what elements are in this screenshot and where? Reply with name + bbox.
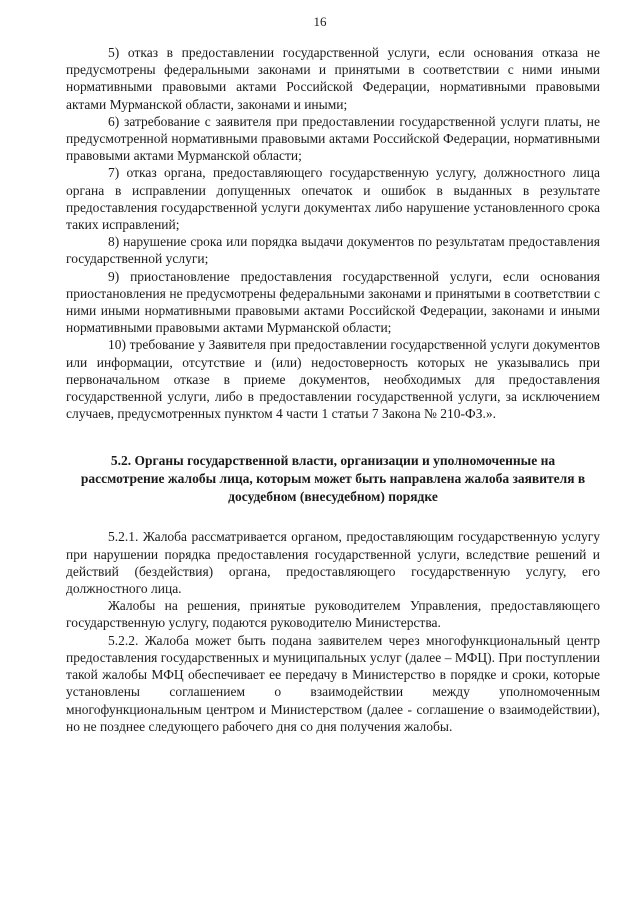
paragraph-complaints-management: Жалобы на решения, принятые руководителем Управления, предоставляющего государственную услугу, подаются руководителю Министерства. [66, 598, 600, 631]
section-heading: 5.2. Органы государственной власти, организации и уполномоченные на рассмотрение жалобы лица, которым может быть направлена жалоба заявителя в досудебном (внесудебном) порядке [80, 453, 586, 505]
list-item-10: 10) требование у Заявителя при предоставлении государственной услуги документов или информации, отсутствие и (или) недостоверность которых не указывались при первоначальном отказе в приеме документов, необходимых для предоставления государственной услуги, либо в предоставлении государственной услуги, за исключением случаев, предусмотренных пунктом 4 части 1 статьи 7 Закона № 210-ФЗ.». [66, 337, 600, 422]
list-item-5: 5) отказ в предоставлении государственной услуги, если основания отказа не предусмотрены федеральными законами и принятыми в соответствии с ними иными нормативными правовыми актами Российской Федерации, нормативными правовыми актами Мурманской области, законами и иными; [66, 45, 600, 112]
paragraph-5-2-1: 5.2.1. Жалоба рассматривается органом, предоставляющим государственную услугу при нарушении порядка предоставления государственной услуги, вследствие решений и действий (бездействия) органа, предоставляющего государственную услугу, его должностного лица. [66, 529, 600, 597]
paragraph-5-2-2: 5.2.2. Жалоба может быть подана заявителем через многофункциональный центр предоставления государственных и муниципальных услуг (далее – МФЦ). При поступлении такой жалобы МФЦ обеспечивает ее передачу в Министерство в порядке и сроки, которые установлены соглашением о взаимодействии между уполномоченным многофункциональным центром и Министерством (далее - соглашение о взаимодействии), но не позднее следующего рабочего дня со дня получения жалобы. [66, 632, 600, 734]
list-item-6: 6) затребование с заявителя при предоставлении государственной услуги платы, не предусмотренной нормативными правовыми актами Российской Федерации, нормативными правовыми актами Мурманской области; [66, 113, 600, 164]
list-item-8: 8) нарушение срока или порядка выдачи документов по результатам предоставления государственной услуги; [66, 234, 600, 267]
list-item-9: 9) приостановление предоставления государственной услуги, если основания приостановления не предусмотрены федеральными законами и принятыми в соответствии с ними иными нормативными правовыми актами Российской Федерации, законами и иными нормативными правовыми актами Мурманской области; [66, 268, 600, 336]
page-number: 16 [313, 14, 327, 29]
list-item-7: 7) отказ органа, предоставляющего государственную услугу, должностного лица органа в исправлении допущенных опечаток и ошибок в выданных в результате предоставления государственной услуги документах либо нарушение установленного срока таких исправлений; [66, 165, 600, 233]
document-body [66, 44, 600, 735]
